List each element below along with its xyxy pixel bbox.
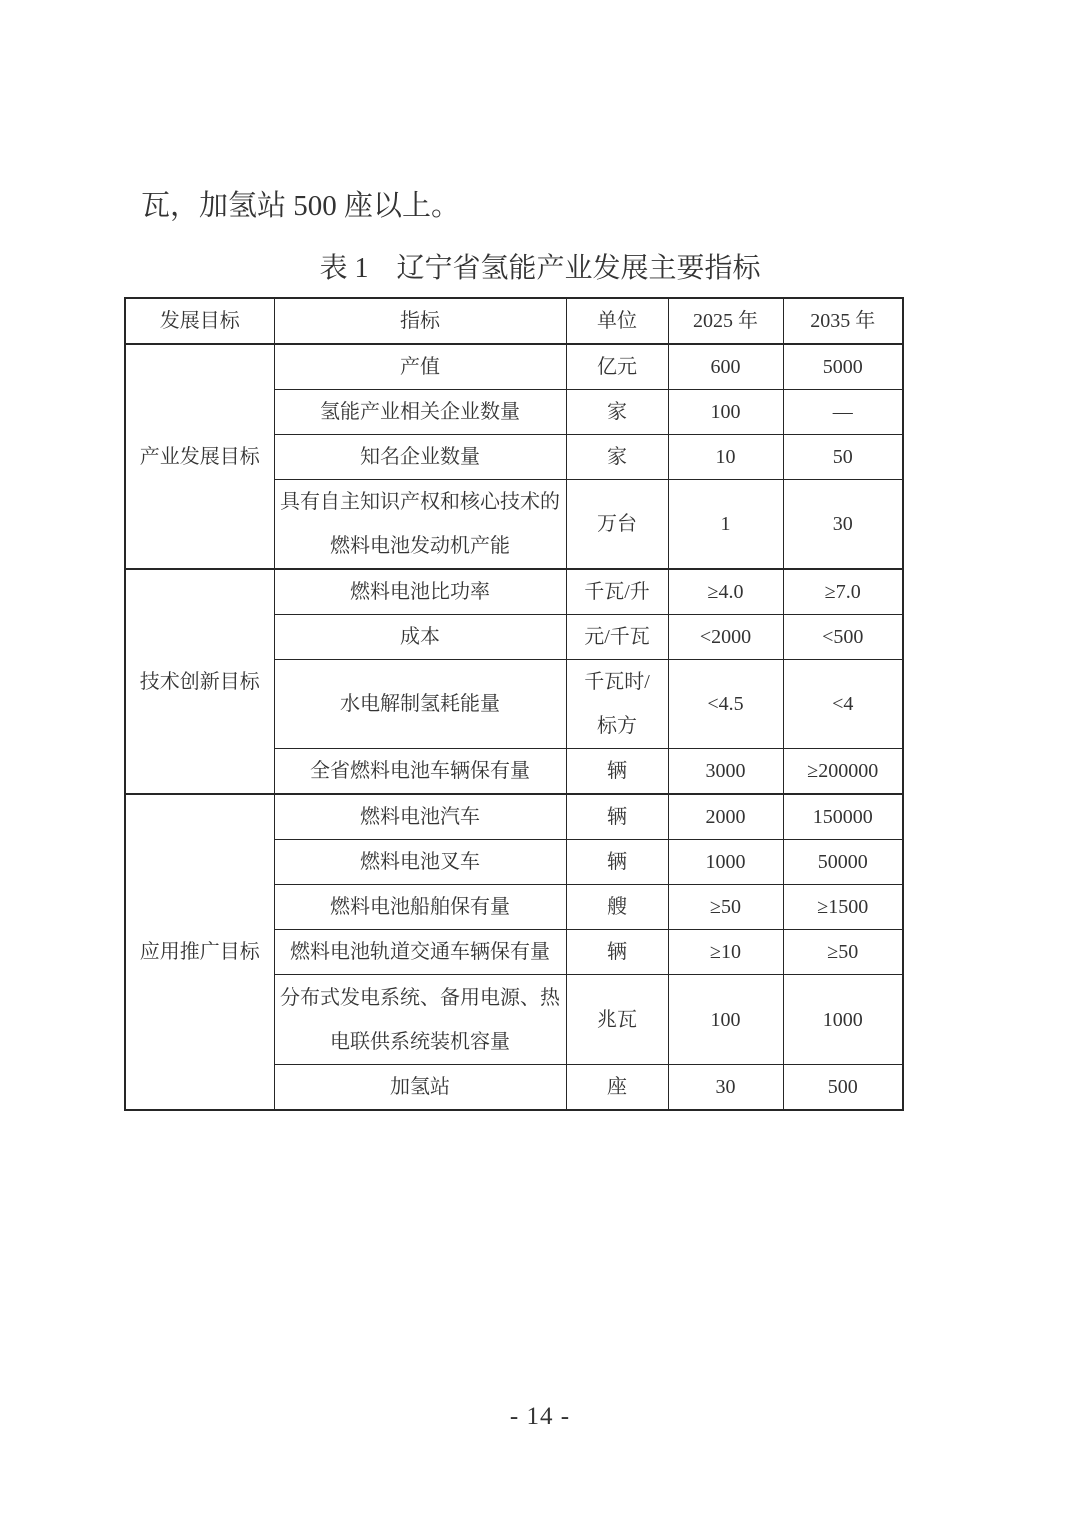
value-2035-cell: 150000	[783, 794, 903, 840]
value-2025-cell: 600	[668, 344, 783, 390]
group-label: 技术创新目标	[125, 569, 274, 794]
unit-cell: 艘	[566, 885, 668, 930]
unit-cell: 兆瓦	[566, 975, 668, 1065]
indicator-cell: 加氢站	[274, 1065, 566, 1111]
value-2025-cell: 1000	[668, 840, 783, 885]
indicator-cell: 燃料电池叉车	[274, 840, 566, 885]
indicator-cell: 知名企业数量	[274, 435, 566, 480]
indicator-cell: 氢能产业相关企业数量	[274, 390, 566, 435]
indicator-cell: 燃料电池比功率	[274, 569, 566, 615]
indicator-cell: 产值	[274, 344, 566, 390]
value-2035-cell: 1000	[783, 975, 903, 1065]
unit-cell: 辆	[566, 794, 668, 840]
group-label: 应用推广目标	[125, 794, 274, 1110]
indicator-cell: 具有自主知识产权和核心技术的燃料电池发动机产能	[274, 480, 566, 570]
paragraph-text: 瓦，加氢站 500 座以上。	[141, 190, 461, 222]
unit-cell: 辆	[566, 930, 668, 975]
group-label: 产业发展目标	[125, 344, 274, 569]
unit-cell: 座	[566, 1065, 668, 1111]
value-2035-cell: —	[783, 390, 903, 435]
value-2035-cell: ≥1500	[783, 885, 903, 930]
value-2035-cell: <500	[783, 615, 903, 660]
value-2035-cell: 50000	[783, 840, 903, 885]
value-2025-cell: 30	[668, 1065, 783, 1111]
unit-cell: 千瓦时/标方	[566, 660, 668, 749]
value-2035-cell: ≥50	[783, 930, 903, 975]
value-2025-cell: <2000	[668, 615, 783, 660]
indicators-table	[124, 297, 904, 1111]
header-indicator: 指标	[274, 298, 566, 344]
table-row	[125, 794, 903, 840]
table-row	[125, 344, 903, 390]
unit-cell: 家	[566, 390, 668, 435]
header-2035: 2035 年	[783, 298, 903, 344]
page-number: - 14 -	[509, 1403, 571, 1430]
value-2025-cell: ≥4.0	[668, 569, 783, 615]
unit-cell: 千瓦/升	[566, 569, 668, 615]
indicator-cell: 分布式发电系统、备用电源、热电联供系统装机容量	[274, 975, 566, 1065]
unit-cell: 家	[566, 435, 668, 480]
unit-cell: 辆	[566, 749, 668, 795]
unit-cell: 万台	[566, 480, 668, 570]
value-2035-cell: 5000	[783, 344, 903, 390]
indicator-cell: 成本	[274, 615, 566, 660]
indicator-cell: 燃料电池汽车	[274, 794, 566, 840]
header-goal: 发展目标	[125, 298, 274, 344]
header-row	[125, 298, 903, 344]
value-2035-cell: 500	[783, 1065, 903, 1111]
value-2025-cell: ≥50	[668, 885, 783, 930]
table-title: 表 1 辽宁省氢能产业发展主要指标	[319, 253, 761, 284]
value-2035-cell: ≥7.0	[783, 569, 903, 615]
header-unit: 单位	[566, 298, 668, 344]
value-2035-cell: 30	[783, 480, 903, 570]
value-2025-cell: 10	[668, 435, 783, 480]
value-2035-cell: <4	[783, 660, 903, 749]
unit-cell: 辆	[566, 840, 668, 885]
value-2025-cell: 100	[668, 975, 783, 1065]
value-2025-cell: ≥10	[668, 930, 783, 975]
indicator-cell: 燃料电池轨道交通车辆保有量	[274, 930, 566, 975]
value-2025-cell: <4.5	[668, 660, 783, 749]
unit-cell: 元/千瓦	[566, 615, 668, 660]
indicator-cell: 全省燃料电池车辆保有量	[274, 749, 566, 795]
value-2025-cell: 3000	[668, 749, 783, 795]
indicator-cell: 水电解制氢耗能量	[274, 660, 566, 749]
value-2035-cell: 50	[783, 435, 903, 480]
header-2025: 2025 年	[668, 298, 783, 344]
table-row	[125, 569, 903, 615]
unit-cell: 亿元	[566, 344, 668, 390]
value-2025-cell: 2000	[668, 794, 783, 840]
value-2025-cell: 1	[668, 480, 783, 570]
indicator-cell: 燃料电池船舶保有量	[274, 885, 566, 930]
value-2025-cell: 100	[668, 390, 783, 435]
value-2035-cell: ≥200000	[783, 749, 903, 795]
